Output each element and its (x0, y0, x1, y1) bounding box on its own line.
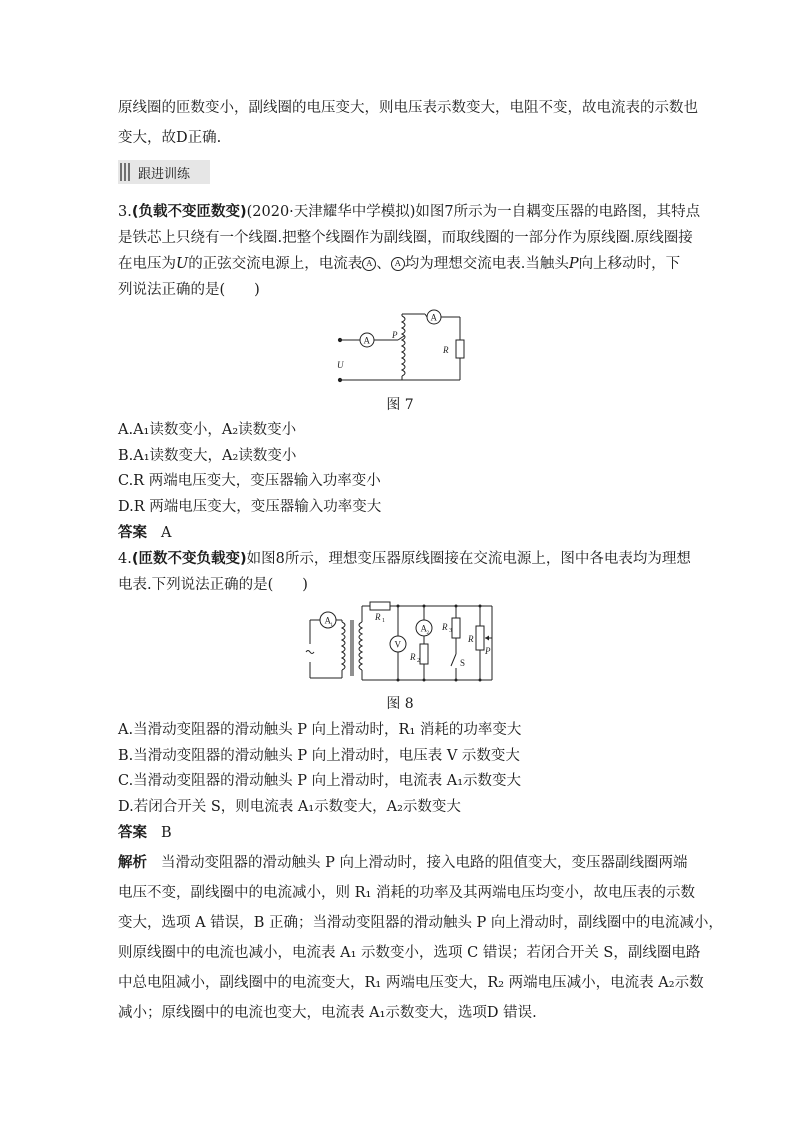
q4-line-1 (118, 546, 698, 572)
q4-number: 4. (118, 551, 132, 567)
fig8-sub-2-r2: 2 (417, 658, 420, 664)
q4-option-d: D.若闭合开关 S，则电流表 A₁示数变大，A₂示数变大 (118, 799, 461, 815)
fig8-sub-1-a1: 1 (330, 623, 333, 628)
fig8-label-a1: A (324, 615, 331, 626)
fig7-label-a2: A (430, 312, 437, 323)
q3-answer-label: 答案 (118, 525, 147, 541)
fig7-label-u: U (337, 360, 344, 370)
q3-answer-value: A (161, 525, 172, 541)
q3-line-2: 是铁芯上只绕有一个线圈.把整个线圈作为副线圈，而取线圈的一部分作为原线圈.原线圈接 (118, 230, 693, 246)
q3-line-3-a: 在电压为 (118, 256, 176, 272)
q4-answer-label: 答案 (118, 825, 147, 841)
q3-p-symbol: P (568, 256, 579, 272)
q4-option-b: B.当滑动变阻器的滑动触头 P 向上滑动时，电压表 V 示数变大 (118, 748, 520, 764)
fig7-label-r: R (443, 345, 449, 355)
q4-analysis-line-1 (118, 848, 698, 878)
q3-line-3-b: 的正弦交流电源上，电流表 (188, 256, 363, 272)
q4-option-c: C.当滑动变阻器的滑动触头 P 向上滑动时，电流表 A₁示数变大 (118, 773, 522, 789)
q3-line-1 (118, 199, 701, 225)
q3-option-c: C.R 两端电压变大，变压器输入功率变小 (118, 473, 381, 489)
q3-u-symbol: U (176, 256, 189, 272)
q4-analysis-line-4: 则原线圈中的电流也减小，电流表 A₁ 示数变小，选项 C 错误；若闭合开关 S，副线圈电路 (118, 945, 701, 961)
q3-line-3 (118, 251, 698, 277)
q4-line-2: 电表.下列说法正确的是( ) (118, 577, 308, 593)
q3-line-1-rest: (2020·天津耀华中学模拟)如图7所示为一自耦变压器的电路图，其特点 (246, 204, 701, 220)
q3-sep: 、 (376, 256, 391, 272)
figure-8-circuit (302, 600, 500, 686)
q4-answer-value: B (161, 825, 172, 841)
q3-line-4: 列说法正确的是( ) (118, 282, 260, 298)
fig8-label-r1: R (375, 612, 381, 622)
q3-option-b: B.A₁读数变大，A₂读数变小 (118, 448, 297, 464)
fig8-sub-1-r1: 1 (382, 618, 385, 624)
q4-analysis-text-1: 当滑动变阻器的滑动触头 P 向上滑动时，接入电路的阻值变大，变压器副线圈两端 (161, 855, 688, 871)
fig7-label-a1: A (363, 335, 370, 346)
figure-7-caption: 图 7 (386, 397, 414, 413)
section-bars-icon (120, 163, 132, 181)
q4-analysis-line-6: 减小；原线圈中的电流也变大，电流表 A₁示数变大，选项D 错误. (118, 1005, 537, 1021)
q3-line-3-d: 向上移动时，下 (578, 256, 681, 272)
q4-analysis-label: 解析 (118, 855, 147, 871)
fig8-label-r2: R (410, 652, 416, 662)
q4-line-1-rest: 如图8所示，理想变压器原线圈接在交流电源上，图中各电表均为理想 (246, 551, 691, 567)
q4-tag: (匝数不变负载变) (131, 551, 247, 567)
q4-analysis-line-3: 变大，选项 A 错误，B 正确；当滑动变阻器的滑动触头 P 向上滑动时，副线圈中的电流减小， (118, 915, 723, 931)
fig8-label-s: S (460, 658, 466, 668)
fig8-label-v: V (394, 639, 401, 650)
fig8-label-r3: R (442, 622, 448, 632)
q3-line-3-c: 均为理想交流电表.当触头 (404, 256, 569, 272)
fig8-label-a2: A (420, 623, 427, 634)
q3-number: 3. (118, 204, 132, 220)
fig8-sub-2-a2: 2 (426, 631, 429, 636)
figure-7-circuit (330, 308, 470, 388)
q4-analysis-line-2: 电压不变，副线圈中的电流减小，则 R₁ 消耗的功率及其两端电压均变小，故电压表的示数 (118, 885, 695, 901)
fig8-label-r: R (468, 634, 474, 644)
section-tag (118, 160, 210, 184)
q4-answer (118, 820, 698, 846)
figure-8-caption: 图 8 (386, 696, 414, 712)
q3-option-d: D.R 两端电压变大，变压器输入功率变大 (118, 499, 382, 515)
ammeter-a2-letter: A (394, 259, 401, 268)
q4-option-a: A.当滑动变阻器的滑动触头 P 向上滑动时，R₁ 消耗的功率变大 (118, 722, 522, 738)
fig8-label-p: P (485, 646, 491, 656)
section-tag-label: 跟进训练 (138, 167, 191, 182)
q3-answer (118, 520, 698, 546)
q3-option-a: A.A₁读数变小，A₂读数变小 (118, 422, 297, 438)
ammeter-a1-symbol (362, 257, 376, 271)
intro-line-2: 变大，故D正确. (118, 130, 222, 146)
q4-analysis-line-5: 中总电阻减小，副线圈中的电流变大，R₁ 两端电压变大，R₂ 两端电压减小，电流表 A₂示数 (118, 975, 704, 991)
fig7-label-p: P (392, 330, 398, 340)
q3-tag: (负载不变匝数变) (131, 204, 247, 220)
ammeter-a1-letter: A (366, 259, 373, 268)
ammeter-a2-symbol (391, 257, 405, 271)
intro-line-1: 原线圈的匝数变小，副线圈的电压变大，则电压表示数变大，电阻不变，故电流表的示数也 (118, 100, 698, 116)
fig8-sub-3-r3: 3 (449, 628, 452, 634)
